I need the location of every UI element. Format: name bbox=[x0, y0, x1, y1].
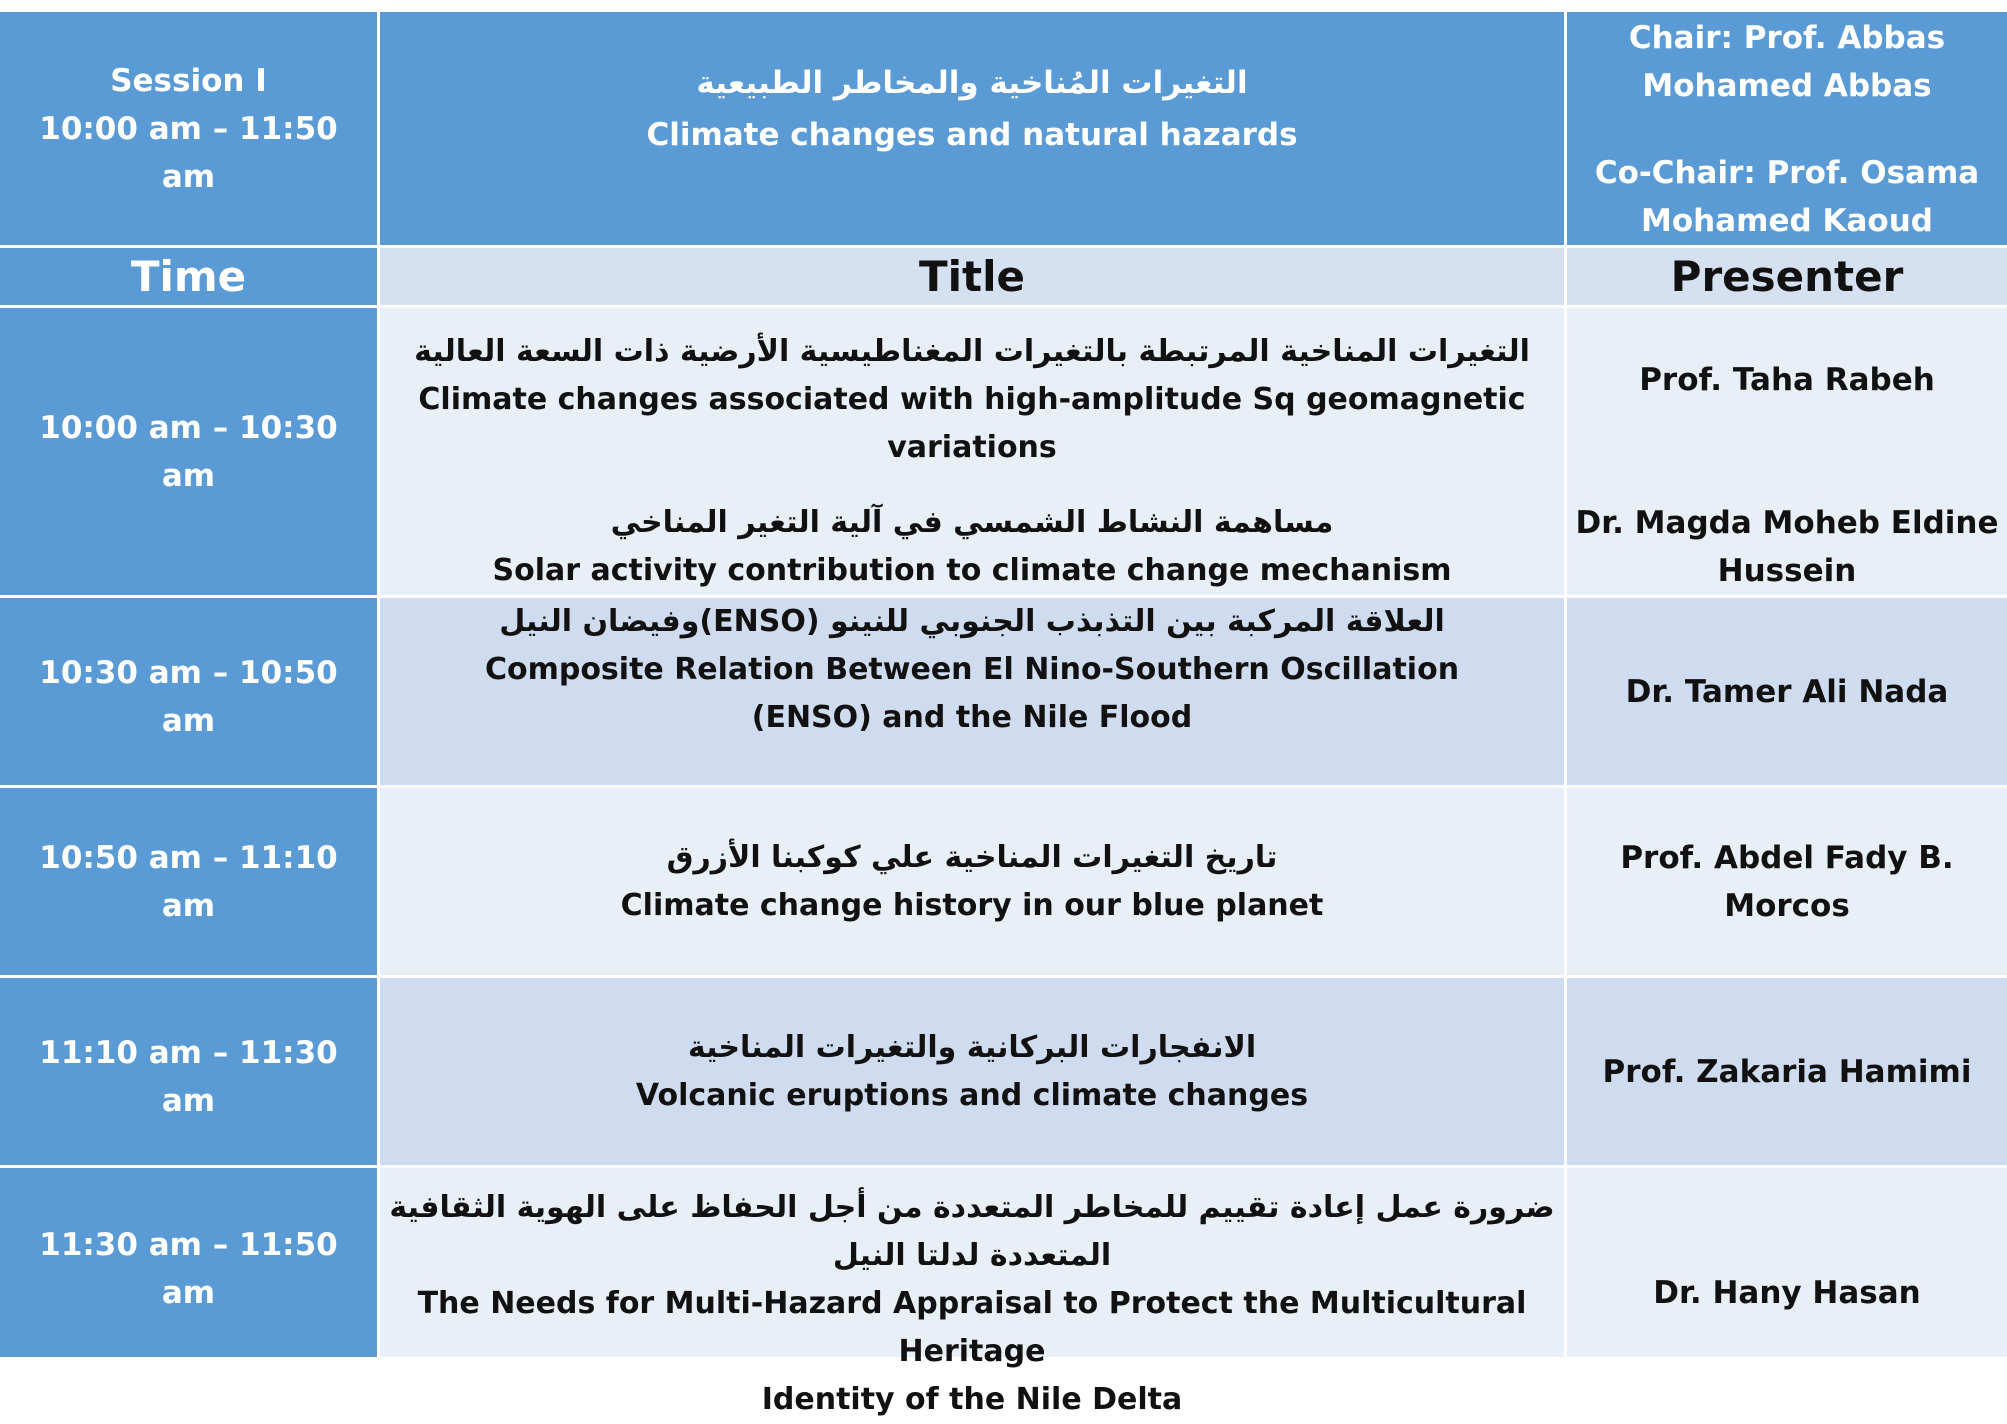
row-1-talk-1-arabic: التغيرات المناخية المرتبطة بالتغيرات المغناطيسية الأرضية ذات السعة العالية bbox=[414, 334, 1530, 369]
row-3-time-text: 10:50 am – 11:10 am bbox=[39, 839, 338, 924]
row-4-presenter: Prof. Zakaria Hamimi bbox=[1567, 978, 2007, 1168]
row-3-title-arabic: تاريخ التغيرات المناخية علي كوكبنا الأزرق bbox=[666, 839, 1278, 875]
row-2-time bbox=[0, 598, 380, 788]
column-header-time: Time bbox=[0, 248, 380, 308]
row-5-title bbox=[380, 1168, 1567, 1417]
session-time: 10:00 am – 11:50 am bbox=[39, 110, 338, 195]
row-3-time bbox=[0, 788, 380, 978]
row-4-time bbox=[0, 978, 380, 1168]
cochair-line-1: Co-Chair: Prof. Osama bbox=[1594, 155, 1980, 191]
row-3-title bbox=[380, 788, 1567, 978]
row-1-talk-1-english: Climate changes associated with high-amplitude Sq geomagnetic variations bbox=[418, 382, 1526, 465]
row-2-title-english-1: Composite Relation Between El Nino-Southern Oscillation bbox=[484, 652, 1460, 687]
row-1-talk-2-arabic: مساهمة النشاط الشمسي في آلية التغير المناخي bbox=[610, 505, 1334, 540]
row-2-title-arabic: العلاقة المركبة بين التذبذب الجنوبي للنينو (ENSO)وفيضان النيل bbox=[499, 604, 1445, 639]
row-3-presenter: Prof. Abdel Fady B. Morcos bbox=[1567, 788, 2007, 978]
row-1-talk-2-english: Solar activity contribution to climate change mechanism bbox=[492, 553, 1452, 588]
cochair-line-2: Mohamed Kaoud bbox=[1641, 203, 1933, 239]
column-header-title: Title bbox=[380, 248, 1567, 308]
row-1-title bbox=[380, 308, 1567, 598]
session-title-english: Climate changes and natural hazards bbox=[646, 116, 1298, 153]
row-5-presenter-text: Dr. Hany Hasan bbox=[1653, 1275, 1921, 1311]
row-5-time bbox=[0, 1168, 380, 1360]
row-3-title-english: Climate change history in our blue planet bbox=[620, 887, 1324, 923]
row-1-presenter-1: Prof. Taha Rabeh bbox=[1639, 362, 1935, 398]
row-4-title-arabic: الانفجارات البركانية والتغيرات المناخية bbox=[687, 1029, 1257, 1065]
row-5-title-english-2: Identity of the Nile Delta bbox=[761, 1382, 1183, 1417]
row-2-presenter: Dr. Tamer Ali Nada bbox=[1567, 598, 2007, 788]
session-title-arabic: التغيرات المُناخية والمخاطر الطبيعية bbox=[696, 64, 1248, 101]
session-name: Session I bbox=[110, 62, 267, 99]
row-4-time-text: 11:10 am – 11:30 am bbox=[39, 1035, 338, 1119]
row-1-time bbox=[0, 308, 380, 598]
row-2-title bbox=[380, 598, 1567, 788]
row-5-title-arabic: ضرورة عمل إعادة تقييم للمخاطر المتعددة من أجل الحفاظ على الهوية الثقافية المتعددة لدلتا النيل bbox=[389, 1190, 1555, 1273]
row-4-title bbox=[380, 978, 1567, 1168]
session-schedule-table bbox=[0, 12, 2007, 1417]
row-1-presenter-2-line-2: Hussein bbox=[1717, 553, 1857, 589]
session-chairs-cell bbox=[1567, 12, 2007, 248]
session-title-cell bbox=[380, 12, 1567, 248]
row-1-presenters bbox=[1567, 308, 2007, 598]
row-5-time-text: 11:30 am – 11:50 am bbox=[39, 1227, 338, 1311]
row-2-title-english-2: (ENSO) and the Nile Flood bbox=[751, 700, 1193, 735]
row-4-title-english: Volcanic eruptions and climate changes bbox=[635, 1077, 1309, 1113]
session-info-cell bbox=[0, 12, 380, 248]
row-1-time-text: 10:00 am – 10:30 am bbox=[39, 409, 338, 494]
row-2-time-text: 10:30 am – 10:50 am bbox=[39, 655, 338, 739]
row-1-presenter-2-line-1: Dr. Magda Moheb Eldine bbox=[1575, 505, 1999, 541]
column-header-presenter: Presenter bbox=[1567, 248, 2007, 308]
row-5-title-english-1: The Needs for Multi-Hazard Appraisal to Protect the Multicultural Heritage bbox=[417, 1286, 1527, 1369]
chair-line-1: Chair: Prof. Abbas bbox=[1628, 20, 1946, 56]
chair-line-2: Mohamed Abbas bbox=[1642, 68, 1932, 104]
row-5-presenter bbox=[1567, 1168, 2007, 1360]
